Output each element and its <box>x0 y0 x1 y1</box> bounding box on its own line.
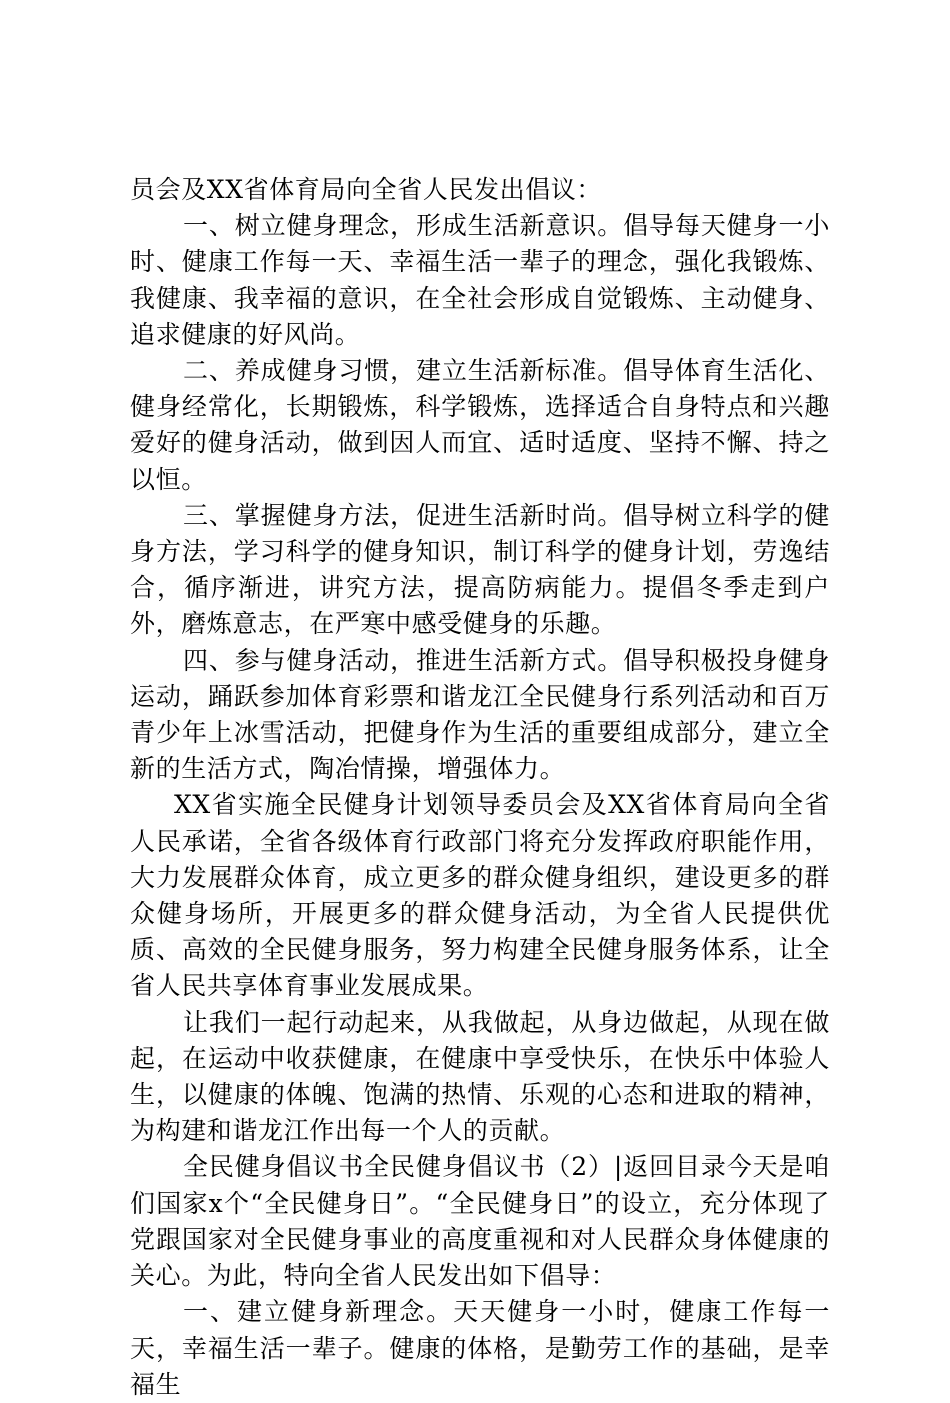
paragraph-second-proposal-intro: 全民健身倡议书全民健身倡议书（2）|返回目录今天是咱们国家x个“全民健身日”。“全民健身日”的设立，充分体现了党跟国家对全民健身事业的高度重视和对人民群众身体健康的关心。为此，特向全省人民发出如下倡导： <box>130 1152 830 1291</box>
paragraph-item-2: 二、养成健身习惯，建立生活新标准。倡导体育生活化、健身经常化，长期锻炼，科学锻炼，选择适合自身特点和兴趣爱好的健身活动，做到因人而宜、适时适度、坚持不懈、持之以恒。 <box>130 356 830 494</box>
paragraph-second-proposal-item-1: 一、建立健身新理念。天天健身一小时，健康工作每一天，幸福生活一辈子。健康的体格，是勤劳工作的基础，是幸福生 <box>130 1297 830 1399</box>
paragraph-item-1: 一、树立健身理念，形成生活新意识。倡导每天健身一小时、健康工作每一天、幸福生活一辈子的理念，强化我锻炼、我健康、我幸福的意识，在全社会形成自觉锻炼、主动健身、追求健康的好风尚。 <box>130 211 830 349</box>
paragraph-commitment: XX省实施全民健身计划领导委员会及XX省体育局向全省人民承诺，全省各级体育行政部门将充分发挥政府职能作用，大力发展群众体育，成立更多的群众健身组织，建设更多的群众健身场所，开展更多的群众健身活动，为全省人民提供优质、高效的全民健身服务，努力构建全民健身服务体系，让全省人民共享体育事业发展成果。 <box>130 790 830 1001</box>
paragraph-intro: 员会及XX省体育局向全省人民发出倡议： <box>130 175 602 204</box>
paragraph-call-to-action: 让我们一起行动起来，从我做起，从身边做起，从现在做起，在运动中收获健康，在健康中享受快乐，在快乐中体验人生，以健康的体魄、饱满的热情、乐观的心态和进取的精神，为构建和谐龙江作出每一个人的贡献。 <box>130 1007 830 1146</box>
paragraph-item-3: 三、掌握健身方法，促进生活新时尚。倡导树立科学的健身方法，学习科学的健身知识，制订科学的健身计划，劳逸结合，循序渐进，讲究方法，提高防病能力。提倡冬季走到户外，磨炼意志，在严寒中感受健身的乐趣。 <box>130 500 830 639</box>
paragraph-item-4: 四、参与健身活动，推进生活新方式。倡导积极投身健身运动，踊跃参加体育彩票和谐龙江全民健身行系列活动和百万青少年上冰雪活动，把健身作为生活的重要组成部分，建立全新的生活方式，陶冶情操，增强体力。 <box>130 645 830 784</box>
document-body <box>130 172 830 1403</box>
